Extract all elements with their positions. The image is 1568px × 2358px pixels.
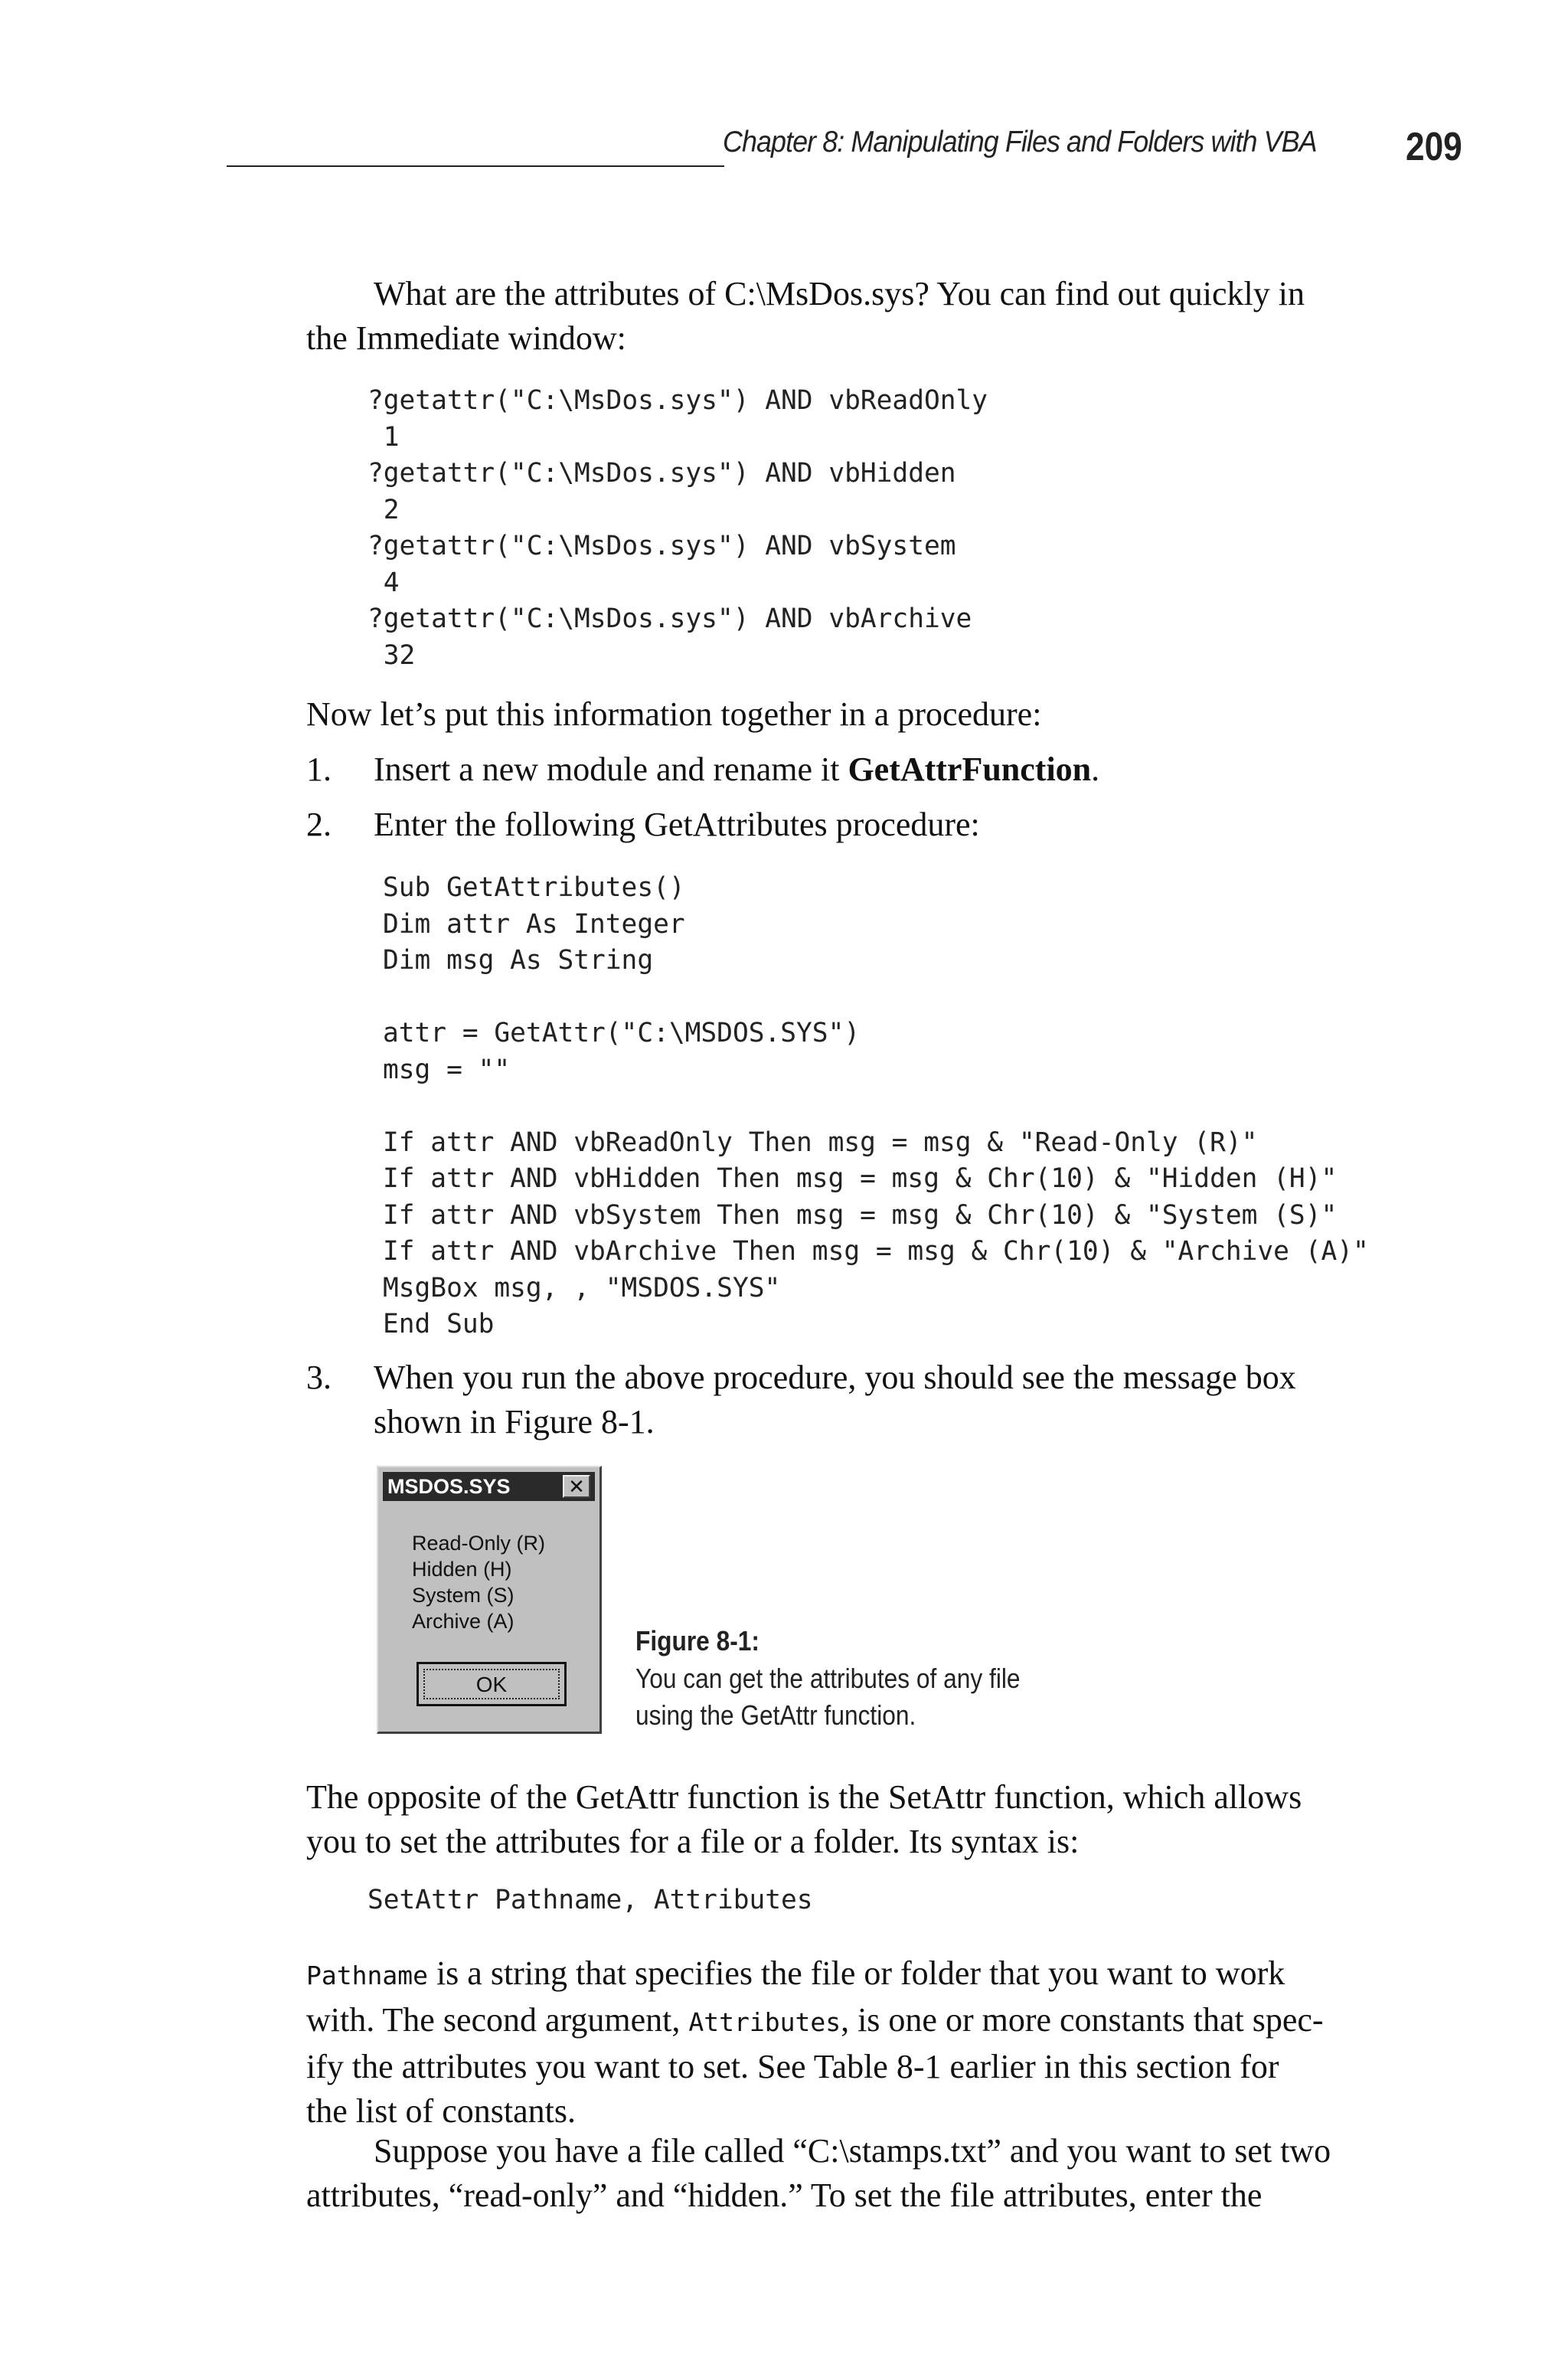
dialog-line: Archive (A) — [412, 1610, 514, 1633]
code-line: If attr AND vbArchive Then msg = msg & Chr(10) & "Archive (A)" — [383, 1236, 1369, 1267]
figure-caption: You can get the attributes of any file using the GetAttr function. — [635, 1663, 1021, 1731]
pathname-line-4: the list of constants. — [306, 2092, 576, 2130]
intro-line-1: What are the attributes of C:\MsDos.sys? You can find out quickly in — [374, 275, 1305, 312]
dialog-title: MSDOS.SYS — [387, 1475, 511, 1498]
setattr-paragraph — [306, 1775, 1455, 1864]
immediate-code-block — [368, 383, 988, 674]
pathname-code: Pathname — [306, 1961, 428, 1990]
code-line: End Sub — [383, 1309, 495, 1339]
code-line — [383, 980, 1369, 1016]
pathname-line-3: ify the attributes you want to set. See Table 8-1 earlier in this section for — [306, 2048, 1279, 2085]
step-text: Insert a new module and rename it GetAttrFunction. — [374, 751, 1100, 788]
stamps-line-2: attributes, “read-only” and “hidden.” To set the file attributes, enter the — [306, 2176, 1263, 2214]
step-text: When you run the above procedure, you should see the message box shown in Figure 8-1. — [374, 1359, 1296, 1441]
code-line: 32 — [368, 639, 416, 671]
step-number: 3. — [306, 1359, 332, 1396]
pathname-line-2: with. The second argument, Attributes, is one or more constants that spec- — [306, 2001, 1324, 2039]
code-line: Sub GetAttributes() — [383, 872, 685, 903]
intro-line-2: the Immediate window: — [306, 319, 626, 357]
step-text: Enter the following GetAttributes procedure: — [374, 806, 980, 843]
dialog-line: Hidden (H) — [412, 1558, 512, 1581]
intro-paragraph — [306, 272, 1455, 361]
code-line: 4 — [368, 567, 400, 598]
code-line: If attr AND vbSystem Then msg = msg & Chr(10) & "System (S)" — [383, 1199, 1338, 1231]
procedure-code-block — [383, 870, 1369, 1343]
code-line: Dim msg As String — [383, 945, 654, 976]
code-line: ?getattr("C:\MsDos.sys") AND vbArchive — [368, 603, 972, 634]
setattr-line-1: The opposite of the GetAttr function is the SetAttr function, which allows — [306, 1778, 1302, 1816]
chapter-title: Chapter 8: Manipulating Files and Folders with VBA — [723, 126, 1317, 159]
code-line — [383, 1088, 1369, 1125]
pathname-line-1: Pathname is a string that specifies the file or folder that you want to work — [306, 1954, 1285, 1992]
code-line: msg = "" — [383, 1054, 511, 1085]
procedure-intro: Now let’s put this information together in a procedure: — [306, 695, 1042, 733]
step-1 — [306, 747, 1455, 792]
code-line: 1 — [368, 421, 400, 453]
ok-button-label: OK — [423, 1669, 560, 1699]
code-line: ?getattr("C:\MsDos.sys") AND vbHidden — [368, 458, 956, 489]
page-number: 209 — [1406, 125, 1462, 169]
code-line: If attr AND vbHidden Then msg = msg & Chr(10) & "Hidden (H)" — [383, 1163, 1338, 1194]
dialog-titlebar — [383, 1472, 595, 1501]
attributes-code: Attributes — [688, 2007, 841, 2037]
code-line: 2 — [368, 494, 400, 525]
code-line: ?getattr("C:\MsDos.sys") AND vbSystem — [368, 531, 956, 561]
ok-button[interactable] — [416, 1662, 567, 1706]
setattr-syntax: SetAttr Pathname, Attributes — [368, 1885, 813, 1915]
step-2 — [306, 803, 1455, 847]
code-line: If attr AND vbReadOnly Then msg = msg & "Read-Only (R)" — [383, 1127, 1258, 1158]
code-line: MsgBox msg, , "MSDOS.SYS" — [383, 1272, 781, 1303]
module-name: GetAttrFunction — [848, 751, 1092, 788]
step-number: 1. — [306, 751, 332, 788]
dialog-line: System (S) — [412, 1584, 514, 1607]
stamps-paragraph — [306, 2129, 1455, 2218]
msdos-message-box — [377, 1466, 602, 1734]
header-rule — [227, 165, 724, 167]
stamps-line-1: Suppose you have a file called “C:\stamps.txt” and you want to set two — [374, 2132, 1331, 2170]
code-line: Dim attr As Integer — [383, 908, 685, 940]
dialog-line: Read-Only (R) — [412, 1532, 546, 1555]
setattr-line-2: you to set the attributes for a file or a folder. Its syntax is: — [306, 1823, 1080, 1860]
code-line: ?getattr("C:\MsDos.sys") AND vbReadOnly — [368, 385, 988, 416]
pathname-paragraph — [306, 1951, 1455, 2134]
step-3 — [306, 1356, 1455, 1444]
close-icon[interactable]: ✕ — [563, 1475, 590, 1498]
dialog-message — [412, 1530, 545, 1634]
code-line: attr = GetAttr("C:\MSDOS.SYS") — [383, 1018, 861, 1048]
step-number: 2. — [306, 806, 332, 843]
figure-label: Figure 8-1: — [635, 1625, 760, 1656]
